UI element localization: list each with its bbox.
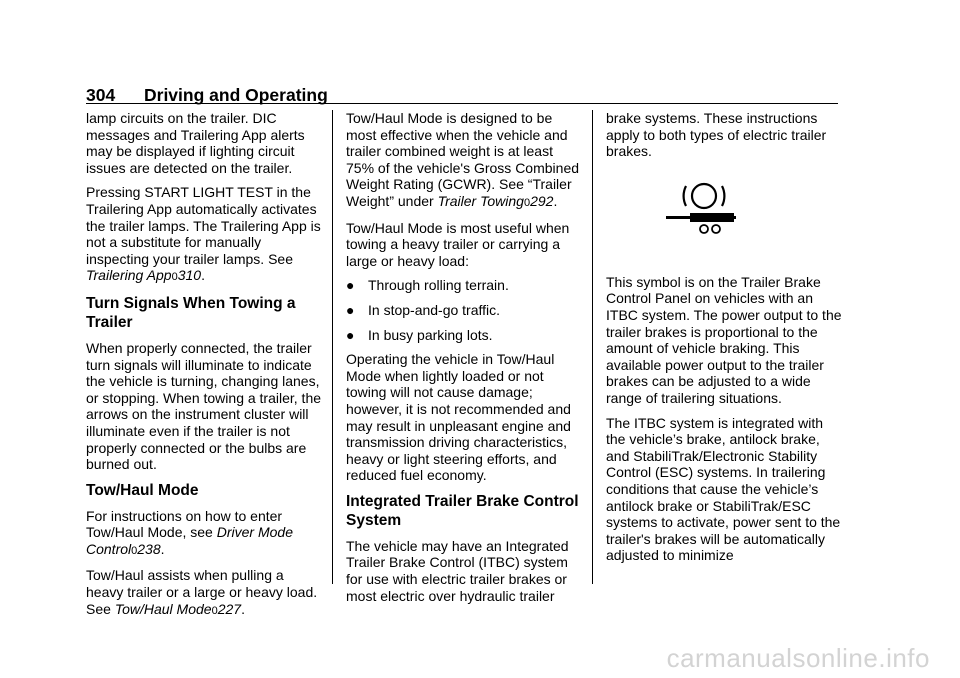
list-item <box>346 302 582 319</box>
list-item-text: Through rolling terrain. <box>368 277 509 294</box>
paragraph-text: Tow/Haul assists when pulling a heavy trailer or a large or heavy load. See <box>86 567 318 617</box>
bullet-icon: ● <box>346 326 355 343</box>
trailer-brake-icon <box>666 178 740 240</box>
column-divider <box>592 110 593 584</box>
paragraph <box>86 508 322 560</box>
cross-reference-link[interactable]: Trailer Towing <box>437 192 524 209</box>
reference-page: 227 <box>217 600 242 617</box>
column-3 <box>606 110 842 572</box>
header-rule <box>86 103 838 104</box>
reference-page: 292 <box>530 192 554 209</box>
column-2 <box>346 110 582 612</box>
list-item <box>346 277 582 294</box>
column-divider <box>332 110 333 584</box>
paragraph <box>346 110 582 212</box>
paragraph: Tow/Haul Mode is most useful when towing a heavy trailer or carrying a large or heavy load: <box>346 219 570 269</box>
reference-page: 238 <box>137 540 161 557</box>
reference-arrow-icon: 0 <box>131 544 138 557</box>
page-number: 304 <box>86 85 116 105</box>
heading-tow-haul-mode: Tow/Haul Mode <box>86 481 199 499</box>
paragraph-text: For instructions on how to enter Tow/Haul Mode, see <box>86 507 283 541</box>
reference-arrow-icon: 0 <box>523 196 531 209</box>
paragraph: This symbol is on the Trailer Brake Control Panel on vehicles with an ITBC system. The power output to the trailer brakes is proportional to the amount of vehicle braking. This available power output to the trailer brakes can be adjusted to a wide range of trailering situations. <box>606 273 842 406</box>
trailer-brake-symbol <box>606 178 842 264</box>
punctuation: . <box>201 267 205 284</box>
paragraph: When properly connected, the trailer turn signals will illuminate to indicate the vehicle is turning, changing lanes, or stopping. When towing a trailer, the arrows on the instrument cluster will illuminate even if the trailer is not properly connected or the bulbs are burned out. <box>86 339 322 473</box>
list-item-text: In busy parking lots. <box>368 326 493 343</box>
paragraph-text: Tow/Haul Mode is designed to be most effective when the vehicle and trailer combined weight is at least 75% of the vehicle's Gross Combined Weight Rating (GCWR). See “Trailer Weight” under <box>346 110 580 209</box>
list-item-text: In stop-and-go traffic. <box>368 301 501 318</box>
bullet-icon: ● <box>346 277 355 294</box>
reference-page: 310 <box>177 267 202 284</box>
paragraph-text: Pressing START LIGHT TEST in the Trailering App automatically activates the trailer lamps. The Trailering App is not a substitute for manually inspecting your trailer lamps. See <box>86 184 321 267</box>
list-item <box>346 327 582 344</box>
column-1 <box>86 110 322 627</box>
cross-reference-link[interactable]: Driver Mode Control <box>86 524 293 557</box>
reference-arrow-icon: 0 <box>171 271 178 284</box>
paragraph: Operating the vehicle in Tow/Haul Mode when lightly loaded or not towing will not cause damage; however, it is not recommended and may result in unpleasant engine and transmission driving characteristics, heavy or light steering efforts, and reduced fuel economy. <box>346 351 571 484</box>
punctuation: . <box>241 600 245 617</box>
heading-itbc: Integrated Trailer Brake Control System <box>346 492 579 529</box>
paragraph: The vehicle may have an Integrated Trailer Brake Control (ITBC) system for use with electric trailer brakes or most electric over hydraulic trailer <box>346 537 569 604</box>
section-title: Driving and Operating <box>144 85 328 105</box>
punctuation: . <box>553 192 558 209</box>
paragraph: lamp circuits on the trailer. DIC messages and Trailering App alerts may be displayed if lighting circuit issues are detected on the trailer. <box>86 110 305 176</box>
reference-arrow-icon: 0 <box>211 604 218 617</box>
paragraph: The ITBC system is integrated with the vehicle’s brake, antilock brake, and StabiliTrak/Electronic Stability Control (ESC) systems. In trailering conditions that cause the vehicle’s antilock brake or StabiliTrak/ESC systems to activate, power sent to the trailer's brakes will be automatically adjusted to minimize <box>606 414 841 564</box>
paragraph <box>86 567 322 619</box>
cross-reference-link[interactable]: Tow/Haul Mode <box>114 600 212 617</box>
punctuation: . <box>160 540 165 557</box>
bullet-icon: ● <box>346 301 355 318</box>
paragraph: brake systems. These instructions apply to both types of electric trailer brakes. <box>606 110 827 160</box>
cross-reference-link[interactable]: Trailering App <box>86 267 172 284</box>
watermark: carmanualsonline.info <box>666 643 930 673</box>
heading-turn-signals: Turn Signals When Towing a Trailer <box>86 294 296 331</box>
paragraph <box>86 184 322 286</box>
